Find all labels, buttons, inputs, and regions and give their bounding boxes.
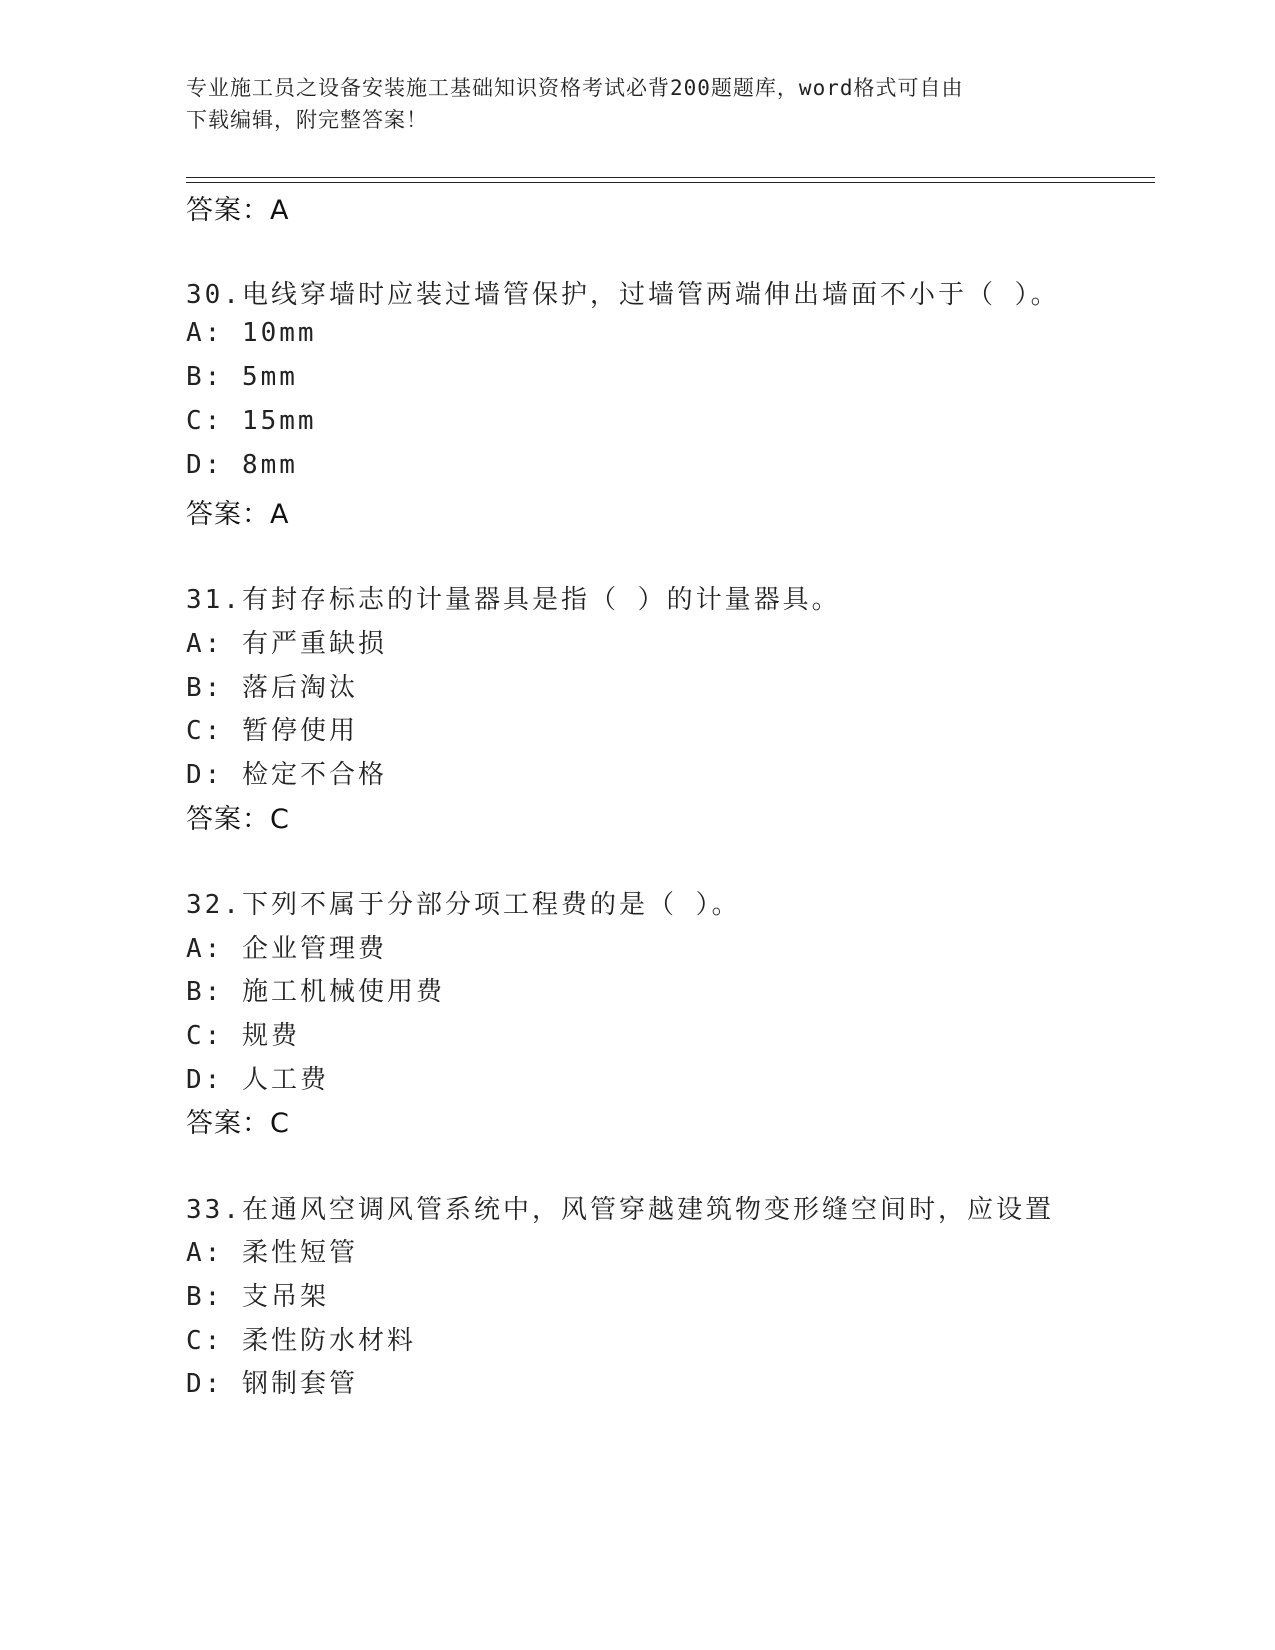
question-32-option-c: C: 规费: [186, 1021, 300, 1051]
answer-30: 答案：A: [186, 499, 290, 530]
question-31-option-d: D: 检定不合格: [186, 760, 387, 790]
header-line-1: 专业施工员之设备安装施工基础知识资格考试必背200题题库，word格式可自由: [186, 76, 964, 100]
question-32-option-a: A: 企业管理费: [186, 934, 387, 964]
answer-29: 答案：A: [186, 195, 290, 226]
question-31: 31.有封存标志的计量器具是指（ ）的计量器具。: [186, 585, 841, 615]
answer-31: 答案：C: [186, 804, 290, 835]
question-30-option-c: C: 15mm: [186, 406, 317, 436]
question-32-option-d: D: 人工费: [186, 1065, 329, 1095]
question-31-option-c: C: 暂停使用: [186, 716, 358, 746]
question-30-option-a: A: 10mm: [186, 318, 317, 348]
header-line-2: 下载编辑，附完整答案！: [186, 108, 428, 132]
question-33-option-a: A: 柔性短管: [186, 1238, 358, 1268]
question-31-option-a: A: 有严重缺损: [186, 629, 387, 659]
question-33-option-d: D: 钢制套管: [186, 1369, 358, 1399]
question-31-option-b: B: 落后淘汰: [186, 673, 358, 703]
header-rule-bottom: [186, 182, 1155, 183]
document-header: [186, 72, 1066, 136]
question-30-option-b: B: 5mm: [186, 362, 298, 392]
question-33: 33.在通风空调风管系统中，风管穿越建筑物变形缝空间时，应设置: [186, 1195, 1054, 1225]
question-30: 30.电线穿墙时应装过墙管保护，过墙管两端伸出墙面不小于（ ）。: [186, 280, 1060, 310]
question-32-option-b: B: 施工机械使用费: [186, 977, 445, 1007]
answer-32: 答案：C: [186, 1108, 290, 1139]
header-rule-top: [186, 177, 1155, 178]
question-33-option-b: B: 支吊架: [186, 1282, 329, 1312]
question-33-option-c: C: 柔性防水材料: [186, 1326, 416, 1356]
question-32: 32.下列不属于分部分项工程费的是（ ）。: [186, 890, 741, 920]
question-30-option-d: D: 8mm: [186, 450, 298, 480]
